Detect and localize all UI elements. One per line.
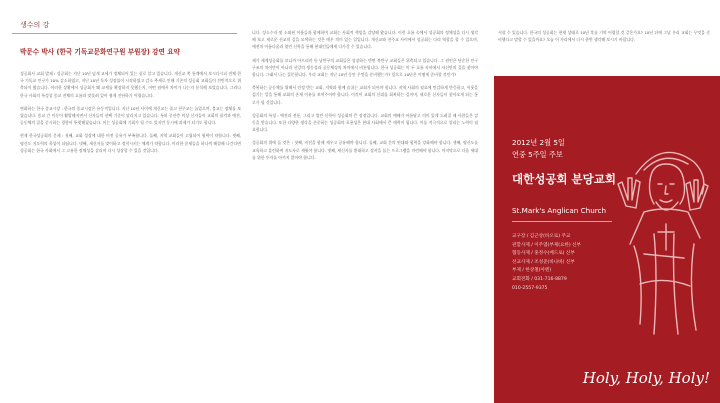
middle-paragraph: 제가 세계성공회를 보니까 아프리카 등 남반구의 교회들은 성장하는 반면 북반구 교회들은 위축되고 있습니다. 그 원인은 단순한 인구 구조의 차이만이 아니라 신앙의 생동성과 공동체성의 차이에서 비롯됩니다. 한국 성공회는 이 두 흐름 사이에서 자신만의 길을 찾아야 합니다. 그래서 나는 질문합니다. 우리 교회는 지난 10년 동안 무엇을 준비했는가? 앞으로 10년은 어떻게 준비할 것인가? bbox=[252, 57, 478, 78]
middle-paragraph: 성공회의 특징 : 예전과 전통, 그리고 열린 신학이 성공회의 큰 장점입니다. 교회의 예배가 아름답고 의미 있게 드려질 때 사람들은 감동을 받습니다. 또한 다양한 생각을 존중하는 성공회의 포용성은 현대 사회에서 큰 매력이 됩니다. 이를 적극적으로 알리는 노력이 필요합니다. bbox=[252, 112, 478, 133]
middle-column bbox=[252, 29, 478, 167]
clergy-info-line: 교회전화 / 031-716-8879 bbox=[512, 276, 567, 282]
bulletin-date: 2012년 2월 5일 bbox=[512, 138, 565, 147]
middle-paragraph: 축복하는 공동체를 위해서 인정 받는 교회, 지역과 함께 숨쉬는 교회가 되어야 합니다. 지역 사회의 필요에 민감하게 반응하고, 이웃을 섬기는 일을 통해 교회의 존재 이유를 보여주어야 합니다. 이것이 교회의 신뢰를 회복하는 길이며, 새로운 신자들이 찾아오게 되는 통로가 될 것입니다. bbox=[252, 85, 478, 105]
left-column bbox=[12, 18, 241, 160]
left-paragraph: 현재 한국성공회의 문제 : 첫째, 교회 성장에 대한 비전 공유가 부족합니다. 둘째, 지역 교회들이 고립되어 협력이 약합니다. 셋째, 평신도 지도력의 육성이 더딥니다. 넷째, 새신자를 맞이하고 정착시키는 체계가 약합니다. 이러한 문제들을 하나씩 해결해 나간다면 성공회는 한국 사회에서 그 고유한 정체성을 살리며 다시 성장할 수 있을 것입니다. bbox=[20, 133, 241, 153]
jesus-illustration bbox=[604, 134, 720, 344]
panel-divider bbox=[512, 221, 612, 222]
cover-panel bbox=[494, 76, 720, 403]
clergy-info-line: 부제 / 한상철(아멘) bbox=[512, 268, 552, 274]
middle-paragraph: 니다. 성소수자 및 소외된 이웃들과 함께하며 교회는 사회적 책임을 감당해 왔습니다. 이런 흐름 속에서 성공회의 정체성을 다시 생각해 보고 새로운 선교의 길을 모색하는 것은 매우 의미 있는 일입니다. 개신교와 천주교 사이에서 성공회는 다리 역할을 할 수 있으며, 예전의 아름다움과 열린 신학을 통해 현대인들에게 다가갈 수 있습니다. bbox=[252, 30, 478, 50]
bulletin-subtitle: 연중 5주일 주보 bbox=[512, 150, 563, 159]
holy-holy-holy-script: Holy, Holy, Holy! bbox=[582, 369, 710, 387]
left-paragraph: 변화하는 한국 종교시장 : 한국의 종교시장은 유동적입니다. 지난 10년 사이에 개신교는 줄고 천주교는 늘었으며, 불교는 정체를 보였습니다. 종교 간 이동이 활발해지면서 신자들의 선택 기준이 달라지고 있습니다. 특히 중산층 이상 신자들이 교회의 품격과 예전, 공동체의 질을 중시하는 경향이 뚜렷해졌습니다. 이는 성공회에 기회가 될 수도 있지만 동시에 과제가 되기도 합니다. bbox=[20, 105, 241, 126]
right-paragraph: 서할 수 있습니다. 한국의 성공회는 현재 상태로 10년 후를 기약 어렵할 것 같은가요? 10년 뒤에 그날 우리 교회는 무엇을 준비했다고 말할 수 있을까요? 오늘 이 자리에서 다시 한번 생각해 보시기 바랍니다. bbox=[498, 30, 710, 43]
clergy-info-line: 선교사제 / 조성준(바나바) 신부 bbox=[512, 259, 575, 265]
right-column-text bbox=[498, 29, 710, 49]
section-tag: 생수의 강 bbox=[12, 18, 237, 34]
left-paragraph: 성공회사 교회 발제 : 성공회는 지난 10년 넘게 교세가 정체되어 있는 실로 알고 있습니다. 개신교 쪽 통계에서 보시다시피 전체 한국 기독교 인구가 10% 감소하였고, 지난 10년 독자 성장률이 시작하였고 감소 추세로 인해 기존의 성공회 교회들이 전반적으로 위축되어 왔습니다. 이러한 상황에서 성공회가 왜 교세를 확장하지 못했는지, 어떤 점에서 차이가 나는지 분석해 보았습니다. 그러나 한국 사회의 특성상 종교 전체의 흐름과 맞물려 있어 쉽게 진단하기 어렵습니다. bbox=[20, 71, 241, 98]
church-name-english: St.Mark's Anglican Church bbox=[512, 206, 607, 215]
article-title: 박문수 박사 (한국 기독교문화연구원 부원장) 강연 요약 bbox=[20, 48, 180, 56]
clergy-info bbox=[512, 233, 604, 293]
clergy-info-line: 관할사제 / 이주엽(부제(요한) 신부 bbox=[512, 242, 581, 248]
clergy-info-line: 010-2557-9375 bbox=[512, 285, 548, 291]
middle-paragraph: 성공회의 위에 돌 것은 : 첫째, 비전을 함께 세우고 공유해야 합니다. 둘째, 교회 간의 연대와 협력을 강화해야 합니다. 셋째, 평신도를 교육하고 훈련하여 지도자로 세워야 합니다. 넷째, 새신자를 환대하고 정착을 돕는 프로그램을 마련해야 합니다. 마지막으로 다음 세대를 위한 투자를 아끼지 않아야 합니다. bbox=[252, 140, 478, 160]
clergy-info-line: 협동사제 / 홍정수(베드로) 신부 bbox=[512, 251, 575, 257]
clergy-info-line: 교구장 / 김근상(바오로) 주교 bbox=[512, 234, 571, 239]
church-name-korean: 대한성공회 분당교회 bbox=[512, 172, 616, 186]
